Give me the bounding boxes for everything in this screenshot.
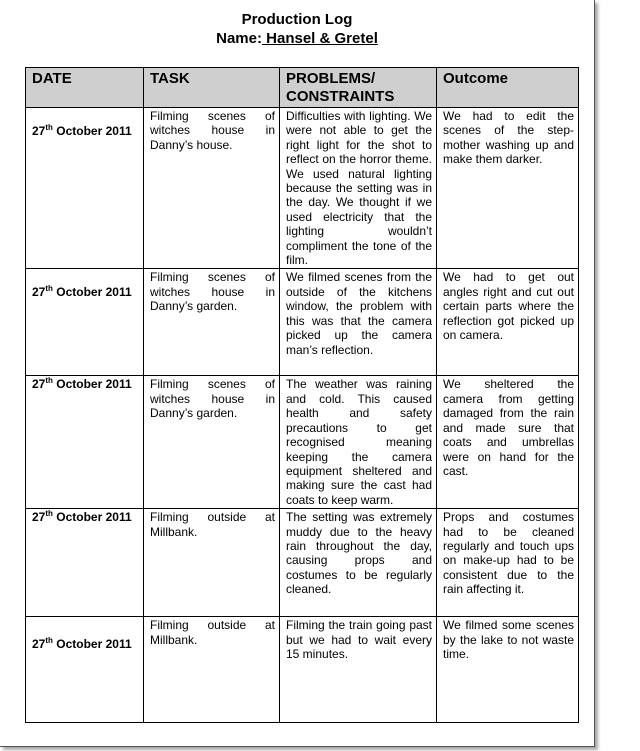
outcome-cell: We had to edit the scenes of the step-mother washing up and make them darker. xyxy=(437,108,579,269)
header-problems: PROBLEMS/ CONSTRAINTS xyxy=(280,68,437,108)
table-header-row xyxy=(26,68,579,108)
table-row xyxy=(26,509,579,617)
header-outcome: Outcome xyxy=(437,68,579,108)
table-row xyxy=(26,376,579,509)
problems-cell: Difficulties with lighting. We were not able to get the right light for the shot to reflect on the horror theme. We used natural lighting because the setting was in the day. We thought if we used electricity that the lighting wouldn’t compliment the tone of the film. xyxy=(280,108,437,269)
document-title: Production Log xyxy=(241,11,353,28)
header-task: TASK xyxy=(144,68,280,108)
outcome-cell: Props and costumes had to be cleaned regularly and touch ups on make-up had to be consistent due to the rain affecting it. xyxy=(437,509,579,617)
production-log-table xyxy=(25,67,579,723)
table-row xyxy=(26,269,579,376)
name-value: Hansel & Gretel xyxy=(261,30,378,47)
name-label: Name: xyxy=(216,30,262,47)
table-row xyxy=(26,617,579,723)
date-cell: 27th October 2011 xyxy=(26,376,144,509)
problems-cell: The weather was raining and cold. This caused health and safety precautions to get recognised meaning keeping the camera equipment sheltered and making sure the cast had coats to keep warm. xyxy=(280,376,437,509)
date-cell: 27th October 2011 xyxy=(26,108,144,269)
title-block xyxy=(0,10,594,48)
outcome-cell: We filmed some scenes by the lake to not waste time. xyxy=(437,617,579,723)
date-cell: 27th October 2011 xyxy=(26,617,144,723)
problems-cell: We filmed scenes from the outside of the kitchens window, the problem with this was that the camera picked up the camera man’s reflection. xyxy=(280,269,437,376)
task-cell: Filming outside at Millbank. xyxy=(144,617,280,723)
table-row xyxy=(26,108,579,269)
task-cell: Filming scenes of witches house in Danny’s house. xyxy=(144,108,280,269)
task-cell: Filming scenes of witches house in Danny’s garden. xyxy=(144,376,280,509)
task-cell: Filming scenes of witches house in Danny’s garden. xyxy=(144,269,280,376)
date-cell: 27th October 2011 xyxy=(26,269,144,376)
header-date: DATE xyxy=(26,68,144,108)
name-line xyxy=(0,29,594,48)
task-cell: Filming outside at Millbank. xyxy=(144,509,280,617)
problems-cell: Filming the train going past but we had to wait every 15 minutes. xyxy=(280,617,437,723)
date-cell: 27th October 2011 xyxy=(26,509,144,617)
outcome-cell: We sheltered the camera from getting damaged from the rain and made sure that coats and umbrellas were on hand for the cast. xyxy=(437,376,579,509)
outcome-cell: We had to get out angles right and cut out certain parts where the reflection got picked up on camera. xyxy=(437,269,579,376)
problems-cell: The setting was extremely muddy due to the heavy rain throughout the day, causing props and costumes to be regularly cleaned. xyxy=(280,509,437,617)
